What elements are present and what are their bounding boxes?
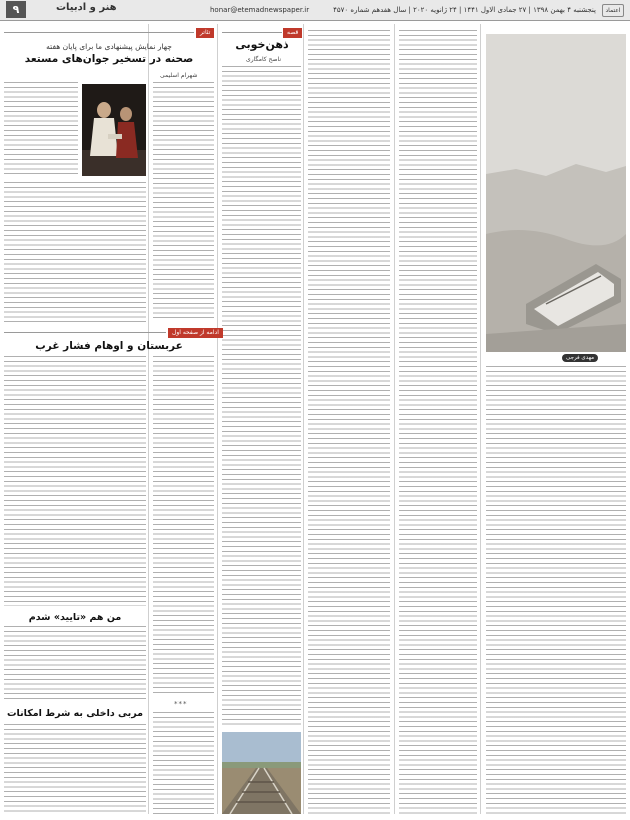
story-title: ذهن‌خوبی bbox=[235, 38, 289, 51]
section-title: هنر و ادبیات bbox=[56, 2, 117, 13]
desert-boat-photo bbox=[486, 34, 626, 352]
column-separator bbox=[303, 24, 304, 814]
bottom-left-title-1: من هم «تایید» شدم bbox=[28, 612, 122, 623]
continued-tag-rule bbox=[4, 332, 166, 333]
issue-date-line: پنجشنبه ۴ بهمن ۱۳۹۸ | ۲۷ جمادی الاول ۱۴۴۱ | ۲۴ ژانویه ۲۰۲۰ | سال هفدهم شماره ۴۵۷۰ bbox=[333, 6, 596, 14]
story-text-col-b bbox=[308, 30, 390, 814]
story-section-tag: قصه bbox=[283, 28, 302, 38]
column-separator bbox=[394, 24, 395, 814]
right-column-text bbox=[486, 366, 626, 814]
story-continuation-text bbox=[399, 30, 477, 814]
mid-left-title: عربستان و اوهام فشار غرب bbox=[35, 340, 183, 352]
theater-title: صحنه در تسخیر جوان‌های مستعد bbox=[24, 53, 194, 65]
bottom-left-text-a bbox=[4, 626, 146, 702]
newspaper-logo: اعتماد bbox=[602, 4, 624, 17]
theater-text-col-c bbox=[4, 182, 146, 322]
story-text-col-a bbox=[222, 66, 301, 726]
page-number: ۹ bbox=[6, 1, 26, 18]
story-tag-rule bbox=[222, 32, 282, 33]
theater-text-col-a bbox=[153, 82, 214, 322]
theater-stage-photo bbox=[82, 84, 146, 176]
bottom-left-text-b bbox=[4, 724, 146, 814]
bottom-left-title-2: مربی داخلی به شرط امکانات bbox=[6, 708, 144, 719]
theater-kicker: چهار نمایش پیشنهادی ما برای پایان هفته bbox=[46, 42, 172, 51]
mid-left-text-col-a bbox=[153, 356, 214, 694]
mid-left-text-col-b bbox=[4, 356, 146, 606]
theater-byline: شهرام اسلیمی bbox=[160, 72, 198, 79]
story-byline: ناصح کامگاری bbox=[246, 56, 282, 63]
column-separator bbox=[148, 24, 149, 814]
photo-caption: مهدی فرجی bbox=[562, 354, 598, 362]
theater-tag-rule bbox=[4, 32, 194, 33]
separator-stars: *** bbox=[174, 700, 188, 708]
column-separator bbox=[217, 24, 218, 814]
theater-section-tag: تئاتر bbox=[196, 28, 214, 38]
section-email[interactable]: honar@etemadnewspaper.ir bbox=[210, 6, 310, 14]
page-header bbox=[0, 0, 630, 21]
column-separator bbox=[480, 24, 481, 814]
mid-left-text-col-c bbox=[153, 712, 214, 814]
railway-photo bbox=[222, 732, 301, 814]
continued-section-tag: ادامه از صفحه اول bbox=[168, 328, 223, 338]
theater-text-col-b bbox=[4, 82, 78, 178]
